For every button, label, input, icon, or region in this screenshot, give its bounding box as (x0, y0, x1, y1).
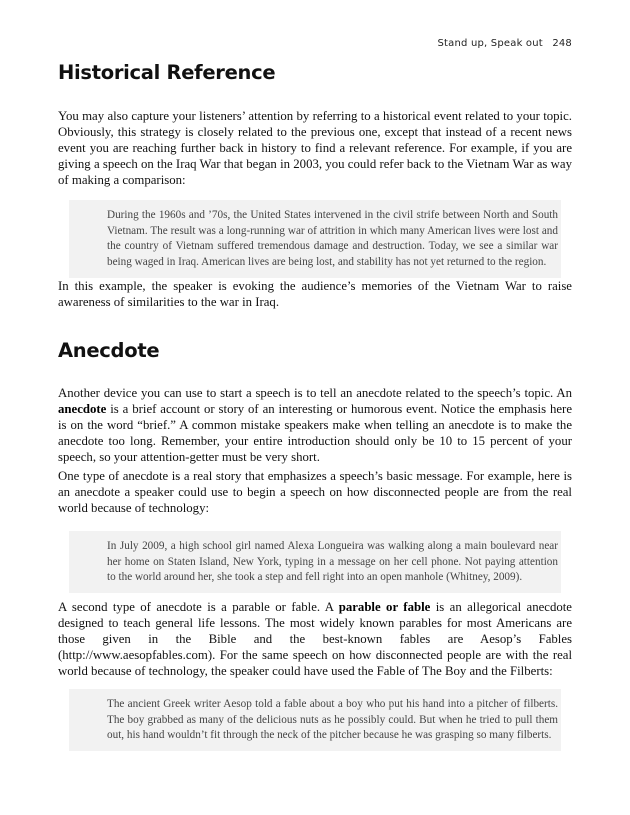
quote-text: During the 1960s and ’70s, the United States intervened in the civil strife between North and South Vietnam. The result was a long-running war of attrition in which many American lives were lost and the country of Vietnam suffered tremendous damage and destruction. Today, we see a similar war being waged in Iraq. American lives are being lost, and stability has not yet returned to the region. (107, 209, 558, 269)
running-title: Stand up, Speak out (437, 38, 543, 49)
paragraph: You may also capture your listeners’ attention by referring to a historical event related to your topic. Obviously, this strategy is closely related to the previous one, except that instead of a recent news event you are reaching further back in history to find a relevant reference. For example, if you are giving a speech on the Iraq War that began in 2003, you could refer back to the Vietnam War as way of making a comparison: (58, 109, 572, 187)
quote-text: The ancient Greek writer Aesop told a fable about a boy who put his hand into a pitcher of filberts. The boy grabbed as many of the delicious nuts as he possibly could. But when he tried to pull them out, his hand wouldn’t fit through the neck of the pitcher because he was grasping so many filberts. (107, 698, 558, 742)
paragraph (58, 385, 572, 465)
text-run: is a brief account or story of an interesting or humorous event. Notice the emphasis here is on the word “brief.” A common mistake speakers make when telling an anecdote is to make the anecdote too long. Remember, your entire introduction should only be 10 to 15 percent of your speech, so your attention-getter must be very short. (58, 402, 572, 464)
term-anecdote: anecdote (58, 402, 107, 416)
text-run: is an allegorical anecdote designed to teach general life lessons. The most widely known parables for most Americans are those given in the Bible and the best-known fables are Aesop’s Fables (http://www.aesopfables.com). For the same speech on how disconnected people are with the real world because of technology, the speaker could have used the Fable of The Boy and the Filberts: (58, 600, 572, 678)
text-run: Another device you can use to start a speech is to tell an anecdote related to the speech’s topic. An (58, 386, 572, 400)
text-run: A second type of anecdote is a parable or fable. A (58, 600, 339, 614)
quote-text: In July 2009, a high school girl named Alexa Longueira was walking along a main boulevard near her home on Staten Island, New York, typing in a message on her cell phone. Not paying attention to the world around her, she took a step and fell right into an open manhole (Whitney, 2009). (107, 540, 558, 584)
block-quote (69, 689, 561, 751)
paragraph (58, 599, 572, 679)
paragraph: One type of anecdote is a real story that emphasizes a speech’s basic message. For example, here is an anecdote a speaker could use to begin a speech on how disconnected people are from the real world because of technology: (58, 469, 572, 515)
running-header (437, 38, 572, 49)
block-quote (69, 531, 561, 593)
block-quote (69, 200, 561, 278)
section-heading-historical-reference: Historical Reference (58, 61, 276, 84)
paragraph: In this example, the speaker is evoking the audience’s memories of the Vietnam War to raise awareness of similarities to the war in Iraq. (58, 279, 572, 309)
page-number: 248 (552, 38, 572, 49)
term-parable-or-fable: parable or fable (338, 600, 431, 614)
section-heading-anecdote: Anecdote (58, 339, 160, 362)
